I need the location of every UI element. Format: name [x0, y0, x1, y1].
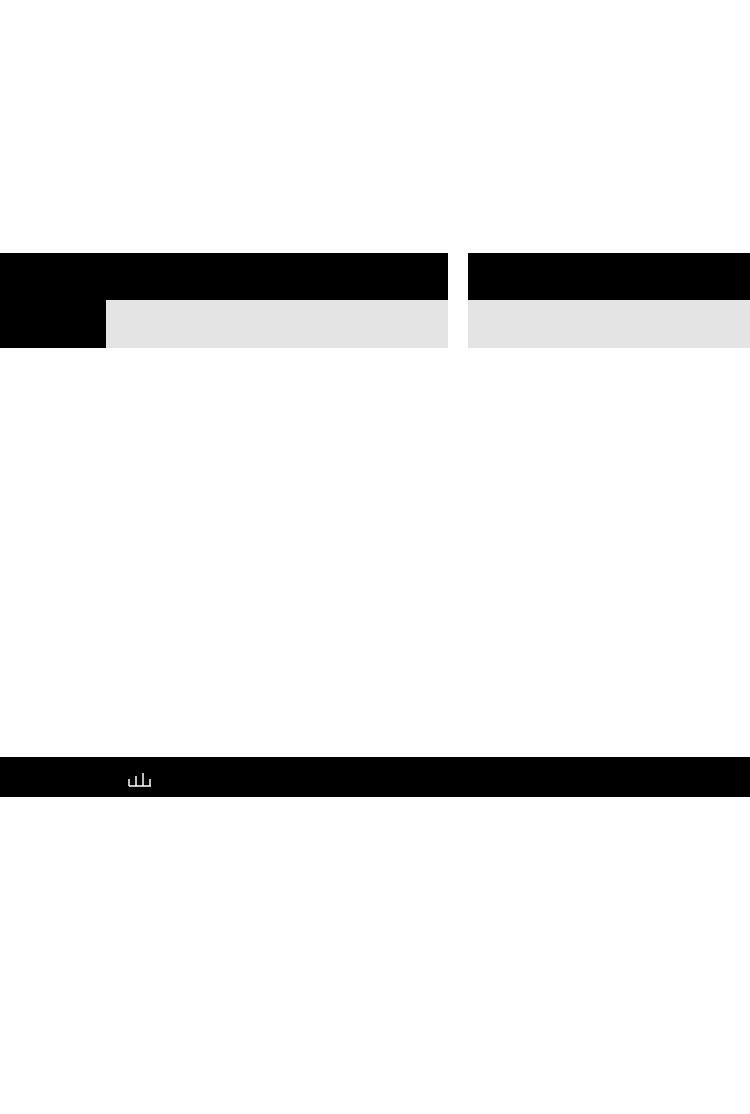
skirt-column-header [468, 300, 750, 348]
guide-header [0, 757, 750, 797]
skirt-title-bar [468, 253, 750, 300]
pants-title-bar [106, 253, 448, 300]
measurement-note [0, 718, 750, 754]
mountain-icon [128, 771, 152, 791]
pants-column-header [106, 300, 448, 348]
pants-size-header [0, 253, 106, 348]
